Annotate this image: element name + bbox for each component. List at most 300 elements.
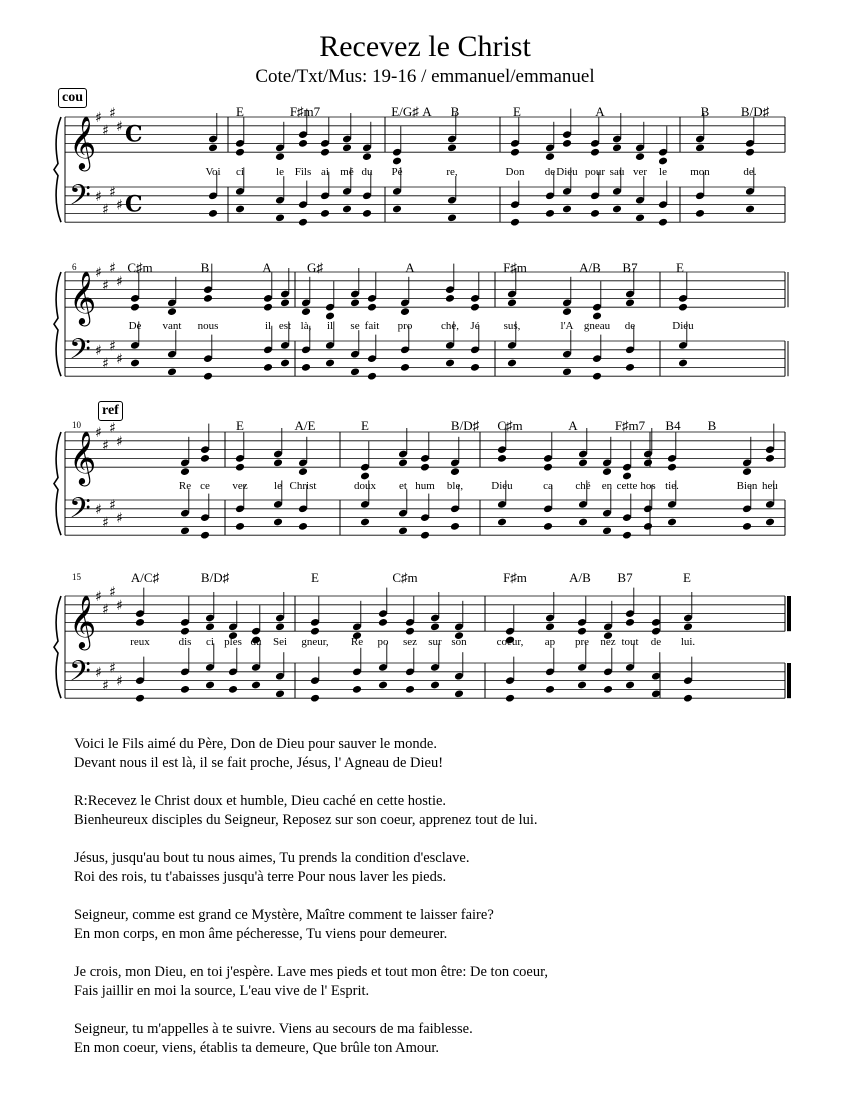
note-head [562, 307, 572, 316]
note-head [745, 205, 755, 214]
note-head [430, 681, 440, 690]
note-head [235, 205, 245, 214]
note-head [320, 148, 330, 157]
note-head [130, 303, 140, 312]
note-head [263, 303, 273, 312]
note-head [205, 622, 215, 631]
sharp-icon: ♯ [116, 273, 123, 290]
sharp-icon: ♯ [95, 342, 102, 359]
note-head [612, 205, 622, 214]
note-head [251, 681, 261, 690]
lyric-syllable: che, [440, 320, 460, 332]
note-head [765, 518, 775, 527]
note-head [367, 372, 377, 381]
note-head [398, 526, 408, 535]
note-head [378, 618, 388, 627]
lyric-syllable: po [377, 636, 389, 648]
treble-clef-icon: 𝄞 [69, 430, 97, 485]
chord-symbol: E [683, 570, 691, 585]
lyric-syllable: sus, [503, 320, 521, 332]
note-head [275, 622, 285, 631]
lyric-syllable: de. [743, 166, 757, 178]
lyric-syllable: hos [640, 480, 656, 492]
note-head [180, 627, 190, 636]
note-head [398, 458, 408, 467]
chord-symbol: A [595, 104, 605, 119]
note-head [420, 463, 430, 472]
lyric-syllable: doux [354, 480, 376, 492]
note-head [298, 218, 308, 227]
sharp-icon: ♯ [109, 660, 116, 677]
sharp-icon: ♯ [95, 589, 102, 605]
note-head [667, 518, 677, 527]
note-head [643, 522, 653, 531]
bass-clef-icon: 𝄢 [69, 178, 91, 219]
bass-clef-icon: 𝄢 [69, 332, 91, 373]
lyric-syllable: pour [584, 166, 606, 178]
note-head [235, 522, 245, 531]
chord-symbol: B/D♯ [740, 104, 770, 119]
chord-symbol: A [422, 104, 432, 119]
note-head [683, 622, 693, 631]
note-head [235, 463, 245, 472]
note-head [562, 367, 572, 376]
note-head [400, 307, 410, 316]
note-head [510, 148, 520, 157]
lyric-syllable: sez [402, 636, 418, 648]
sharp-icon: ♯ [109, 497, 116, 514]
note-head [643, 458, 653, 467]
sharp-icon: ♯ [109, 584, 116, 601]
lyric-syllable: Re [178, 480, 192, 492]
lyric-syllable: de [544, 166, 556, 178]
note-head [742, 467, 752, 476]
sharp-icon: ♯ [109, 260, 116, 277]
note-head [470, 363, 480, 372]
note-head [543, 522, 553, 531]
brace-icon [54, 117, 61, 222]
bass-clef-icon: 𝄢 [69, 491, 91, 532]
chord-symbol: B7 [617, 570, 633, 585]
note-head [505, 694, 515, 703]
sharp-icon: ♯ [102, 278, 109, 295]
note-head [678, 303, 688, 312]
note-head [405, 685, 415, 694]
brace-icon [54, 596, 61, 698]
lyric-syllable: reux [130, 636, 150, 648]
lyric-syllable: Dieu [556, 166, 578, 178]
lyric-syllable: Re [350, 636, 364, 648]
note-head [200, 531, 210, 540]
chord-symbol: B [450, 104, 460, 119]
note-head [263, 363, 273, 372]
note-head [298, 139, 308, 148]
common-time-icon: C [125, 191, 143, 218]
note-head [298, 467, 308, 476]
stanza [74, 963, 548, 1001]
sharp-icon: ♯ [95, 265, 102, 281]
chord-symbol: C♯m [127, 260, 153, 275]
note-head [392, 205, 402, 214]
lyric-syllable: dis [178, 636, 192, 648]
verse-line: Fais jaillir en moi la source, L'eau vive de l' Esprit. [74, 983, 370, 999]
note-head [635, 152, 645, 161]
note-head [273, 518, 283, 527]
note-head [275, 213, 285, 222]
treble-clef-icon: 𝄞 [69, 594, 97, 649]
sharp-icon: ♯ [109, 105, 116, 122]
lyric-syllable: mon [690, 166, 710, 178]
verse-line: Seigneur, tu m'appelles à te suivre. Viens au secours de ma faiblesse. [74, 1021, 473, 1037]
chord-symbol: E [311, 570, 319, 585]
note-head [135, 618, 145, 627]
sharp-icon: ♯ [116, 510, 123, 527]
lyric-syllable: ci [206, 636, 214, 648]
lyric-syllable: de [624, 320, 636, 332]
note-head [392, 157, 402, 166]
note-head [577, 681, 587, 690]
note-head [208, 209, 218, 218]
chord-symbol: F♯m7 [614, 418, 646, 433]
chord-symbol: B7 [622, 260, 638, 275]
chord-symbol: E [361, 418, 369, 433]
chord-symbol: F♯m [503, 260, 527, 275]
note-head [447, 213, 457, 222]
page-subtitle: Cote/Txt/Mus: 19-16 / emmanuel/emmanuel [255, 66, 595, 87]
chord-symbol: B4 [665, 418, 681, 433]
sharp-icon: ♯ [95, 188, 102, 205]
lyric-syllable: ver [632, 166, 648, 178]
lyric-syllable: pre [574, 636, 590, 648]
note-head [497, 518, 507, 527]
note-head [362, 209, 372, 218]
lyric-syllable: coeur, [496, 636, 524, 648]
lyric-syllable: Sei [272, 636, 288, 648]
note-head [342, 143, 352, 152]
lyric-syllable: lui. [680, 636, 696, 648]
note-head [360, 518, 370, 527]
note-head [301, 363, 311, 372]
rehearsal-mark-refrain: ref [98, 401, 123, 421]
treble-clef-icon: 𝄞 [69, 270, 97, 325]
note-head [612, 143, 622, 152]
note-head [280, 298, 290, 307]
note-head [578, 518, 588, 527]
lyric-syllable: gneur, [301, 636, 329, 648]
lyric-syllable: De [128, 320, 142, 332]
note-head [447, 143, 457, 152]
sharp-icon: ♯ [102, 202, 109, 218]
chord-symbol: A/E [294, 418, 316, 433]
note-head [203, 294, 213, 303]
chord-symbol: A [262, 260, 272, 275]
stanza [74, 792, 548, 830]
lyric-syllable: mé [340, 166, 354, 178]
lyric-syllable: ci [236, 166, 244, 178]
lyric-syllable: heu [762, 480, 778, 492]
lyric-syllable: Christ [289, 480, 317, 492]
note-head [625, 618, 635, 627]
note-head [602, 526, 612, 535]
verse-line: Roi des rois, tu t'abaisses jusqu'à terre Pour nous laver les pieds. [74, 869, 447, 885]
sharp-icon: ♯ [109, 184, 116, 201]
stanza [74, 735, 548, 773]
lyric-syllable: le [274, 480, 282, 492]
note-head [635, 213, 645, 222]
note-head [298, 522, 308, 531]
bass-clef-icon: 𝄢 [69, 654, 91, 695]
note-head [470, 303, 480, 312]
note-head [625, 681, 635, 690]
note-head [578, 458, 588, 467]
chord-symbol: A/B [569, 570, 591, 585]
note-head [310, 694, 320, 703]
lyric-syllable: se [350, 320, 360, 332]
sharp-icon: ♯ [116, 118, 123, 135]
note-head [273, 458, 283, 467]
note-head [203, 372, 213, 381]
note-head [342, 205, 352, 214]
chord-symbol: E [236, 418, 244, 433]
note-head [205, 681, 215, 690]
sharp-icon: ♯ [95, 501, 102, 518]
note-head [742, 522, 752, 531]
sharp-icon: ♯ [95, 425, 102, 441]
lyric-syllable: ples [224, 636, 242, 648]
lyric-syllable: Dieu [491, 480, 513, 492]
verse-line: Seigneur, comme est grand ce Mystère, Maître comment te laisser faire? [74, 907, 494, 923]
sharp-icon: ♯ [116, 197, 123, 214]
note-head [592, 372, 602, 381]
lyric-syllable: ché [575, 480, 591, 492]
brace-icon [54, 272, 61, 376]
note-head [310, 627, 320, 636]
note-head [378, 681, 388, 690]
note-head [695, 143, 705, 152]
lyric-syllable: ble, [446, 480, 464, 492]
sharp-icon: ♯ [116, 351, 123, 368]
note-head [180, 685, 190, 694]
verse-line: Voici le Fils aimé du Père, Don de Dieu pour sauver le monde. [74, 736, 437, 752]
note-head [135, 694, 145, 703]
note-head [507, 359, 517, 368]
chord-symbol: B [700, 104, 710, 119]
note-head [301, 307, 311, 316]
sharp-icon: ♯ [116, 433, 123, 450]
page-title: Recevez le Christ [319, 30, 531, 63]
measure-number: 15 [72, 572, 81, 582]
sharp-icon: ♯ [109, 338, 116, 355]
lyric-syllable: fait [364, 320, 380, 332]
stanza [74, 906, 548, 944]
note-head [367, 303, 377, 312]
note-head [405, 627, 415, 636]
note-head [510, 218, 520, 227]
lyric-syllable: du [250, 636, 262, 648]
note-head [280, 359, 290, 368]
note-head [590, 148, 600, 157]
note-head [562, 139, 572, 148]
lyric-syllable: vez [232, 480, 248, 492]
note-head [352, 685, 362, 694]
verse-line: Je crois, mon Dieu, en toi j'espère. Lave mes pieds et tout mon être: De ton coeur, [74, 964, 548, 980]
note-head [678, 359, 688, 368]
lyric-syllable: ap [544, 636, 556, 648]
lyric-syllable: il [326, 320, 334, 332]
verse-line: En mon coeur, viens, établis ta demeure, Que brûle ton Amour. [74, 1040, 440, 1056]
chord-symbol: G♯ [307, 260, 323, 275]
chord-symbol: E [236, 104, 244, 119]
lyric-syllable: ce [200, 480, 210, 492]
verses-text [74, 735, 548, 1077]
common-time-icon: C [125, 121, 143, 148]
lyric-syllable: est [278, 320, 292, 332]
note-head [167, 307, 177, 316]
note-head [745, 148, 755, 157]
verse-line: Jésus, jusqu'au bout tu nous aimes, Tu prends la condition d'esclave. [74, 850, 470, 866]
lyric-syllable: hum [415, 480, 435, 492]
note-head [454, 689, 464, 698]
lyric-syllable: et [399, 480, 407, 492]
measure-number: 6 [72, 262, 77, 272]
note-head [130, 359, 140, 368]
chord-symbol: E [676, 260, 684, 275]
lyric-syllable: Bien [736, 480, 758, 492]
note-head [562, 205, 572, 214]
note-head [167, 367, 177, 376]
lyric-syllable: nous [197, 320, 219, 332]
note-head [400, 363, 410, 372]
chord-symbol: E [513, 104, 521, 119]
lyric-syllable: il [264, 320, 272, 332]
sharp-icon: ♯ [102, 678, 109, 694]
note-head [450, 467, 460, 476]
chord-symbol: B/D♯ [200, 570, 230, 585]
note-head [275, 689, 285, 698]
stanza [74, 849, 548, 887]
chord-symbol: B [200, 260, 210, 275]
sharp-icon: ♯ [102, 123, 109, 140]
note-head [507, 298, 517, 307]
note-head [180, 526, 190, 535]
lyric-syllable: Dieu [672, 320, 694, 332]
lyric-syllable: le [276, 166, 284, 178]
brace-icon [54, 432, 61, 535]
lyric-syllable: Don [505, 166, 525, 178]
sharp-icon: ♯ [102, 356, 109, 372]
note-head [362, 152, 372, 161]
note-head [445, 359, 455, 368]
note-head [208, 143, 218, 152]
note-head [497, 454, 507, 463]
chord-symbol: A [405, 260, 415, 275]
lyric-syllable: de [650, 636, 662, 648]
chord-symbol: C♯m [497, 418, 523, 433]
lyric-syllable: cette [616, 480, 638, 492]
chord-symbol: F♯m7 [289, 104, 321, 119]
sharp-icon: ♯ [95, 664, 102, 681]
lyric-syllable: Voi [205, 166, 221, 178]
lyric-syllable: Fils [294, 166, 312, 178]
note-head [228, 685, 238, 694]
lyric-syllable: le [659, 166, 667, 178]
chord-symbol: B/D♯ [450, 418, 480, 433]
treble-clef-icon: 𝄞 [69, 115, 97, 170]
lyric-syllable: sau [609, 166, 625, 178]
note-head [695, 209, 705, 218]
chord-symbol: C♯m [392, 570, 418, 585]
note-head [545, 152, 555, 161]
verse-line: R:Recevez le Christ doux et humble, Dieu caché en cette hostie. [74, 793, 447, 809]
lyric-syllable: re, [446, 166, 458, 178]
lyric-syllable: nez [600, 636, 616, 648]
note-head [430, 622, 440, 631]
sharp-icon: ♯ [109, 420, 116, 437]
note-head [545, 622, 555, 631]
note-head [445, 294, 455, 303]
note-head [658, 157, 668, 166]
note-head [543, 463, 553, 472]
note-head [450, 522, 460, 531]
lyric-syllable: Jé [470, 320, 480, 332]
sharp-icon: ♯ [102, 438, 109, 455]
note-head [320, 209, 330, 218]
measure-number: 10 [72, 420, 81, 430]
note-head [590, 209, 600, 218]
chord-symbol: F♯m [503, 570, 527, 585]
note-head [200, 454, 210, 463]
verse-line: En mon corps, en mon âme pécheresse, Tu viens pour demeurer. [74, 926, 448, 942]
stanza [74, 1020, 548, 1058]
lyric-syllable: du [361, 166, 373, 178]
chord-symbol: A [568, 418, 578, 433]
note-head [545, 685, 555, 694]
note-head [683, 694, 693, 703]
rehearsal-mark-couplet: cou [58, 88, 87, 108]
note-head [420, 531, 430, 540]
verse-line: Bienheureux disciples du Seigneur, Reposez sur son coeur, apprenez tout de lui. [74, 812, 538, 828]
chord-symbol: E/G♯ [391, 104, 419, 119]
chord-symbol: A/B [579, 260, 601, 275]
note-head [545, 209, 555, 218]
lyric-syllable: tout [621, 636, 639, 648]
note-head [577, 627, 587, 636]
lyric-syllable: vant [162, 320, 182, 332]
chord-symbol: B [707, 418, 717, 433]
note-head [625, 363, 635, 372]
sharp-icon: ♯ [116, 673, 123, 690]
lyric-syllable: ai [321, 166, 329, 178]
note-head [180, 467, 190, 476]
lyric-syllable: tie. [665, 480, 679, 492]
note-head [658, 218, 668, 227]
verse-line: Devant nous il est là, il se fait proche, Jésus, l' Agneau de Dieu! [74, 755, 444, 771]
note-head [765, 454, 775, 463]
chord-symbol: A/C♯ [130, 570, 160, 585]
lyric-syllable: en [601, 480, 613, 492]
lyric-syllable: l'A [560, 320, 574, 332]
note-head [603, 685, 613, 694]
lyric-syllable: sur [428, 636, 442, 648]
lyric-syllable: là, [300, 320, 312, 332]
sharp-icon: ♯ [102, 515, 109, 531]
note-head [602, 467, 612, 476]
lyric-syllable: pro [397, 320, 413, 332]
note-head [350, 298, 360, 307]
sharp-icon: ♯ [95, 110, 102, 126]
note-head [235, 148, 245, 157]
lyric-syllable: son [451, 636, 467, 648]
